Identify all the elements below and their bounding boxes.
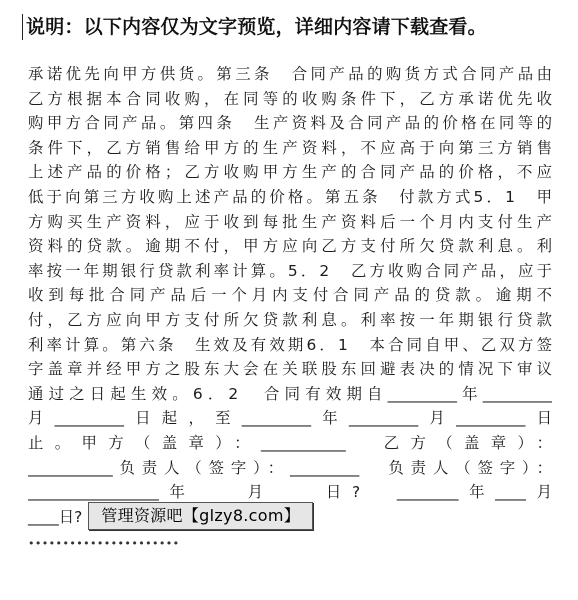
document-line: 购甲方合同产品。第四条 生产资料及合同产品的价格在同等的 <box>28 114 552 133</box>
document-line: 止。甲方（盖章）：___________ 乙方（盖章）： <box>28 433 552 452</box>
document-line: 字盖章并经甲方之股东大会在关联股东回避表决的情况下审议 <box>28 360 552 379</box>
page-break-dots: •••••••••••••••••••••• <box>28 537 180 550</box>
document-line: 利率计算。第六条 生效及有效期6．1 本合同自甲、乙双方签 <box>28 335 552 354</box>
document-line: 乙方根据本合同收购，在同等的收购条件下，乙方承诺优先收 <box>28 89 552 108</box>
document-line: 通过之日起生效。6．2 合同有效期自_________年_________ <box>28 384 552 403</box>
document-line: 付，乙方应向甲方支付所欠贷款利息。利率按一年期银行贷款 <box>28 310 552 329</box>
document-line: 月_________日起，至_________年_________月_________日 <box>28 409 552 428</box>
document-line: 承诺优先向甲方供货。第三条 合同产品的购货方式合同产品由 <box>28 65 552 83</box>
document-line: 条件下，乙方销售给甲方的生产资料，不应高于向第三方销售 <box>28 138 552 157</box>
document-last-line <box>28 505 552 530</box>
document-line: 方购买生产资料，应于收到每批生产资料后一个月内支付生产 <box>28 212 552 231</box>
document-body <box>28 62 552 529</box>
site-link-button[interactable]: 管理资源吧【glzy8.com】 <box>88 502 313 530</box>
document-line: 收到每批合同产品后一个月内支付合同产品的贷款。逾期不 <box>28 286 552 305</box>
document-line: 上述产品的价格；乙方收购甲方生产的合同产品的价格，不应 <box>28 163 552 182</box>
preview-notice: 说明：以下内容仅为文字预览，详细内容请下载查看。 <box>22 14 487 40</box>
document-line: 资料的贷款。逾期不付，甲方应向乙方支付所欠贷款利息。利 <box>28 237 552 256</box>
document-line: ___________负责人（签字）：_________ 负责人（签字）： <box>28 458 552 477</box>
document-line-fragment: ____日? <box>28 507 83 526</box>
document-line: _________________年 月 日? ________年____月 <box>28 483 552 502</box>
document-line: 率按一年期银行贷款利率计算。5．2 乙方收购合同产品，应于 <box>28 261 552 280</box>
document-line: 低于向第三方收购上述产品的价格。第五条 付款方式5．1 甲 <box>28 187 552 206</box>
